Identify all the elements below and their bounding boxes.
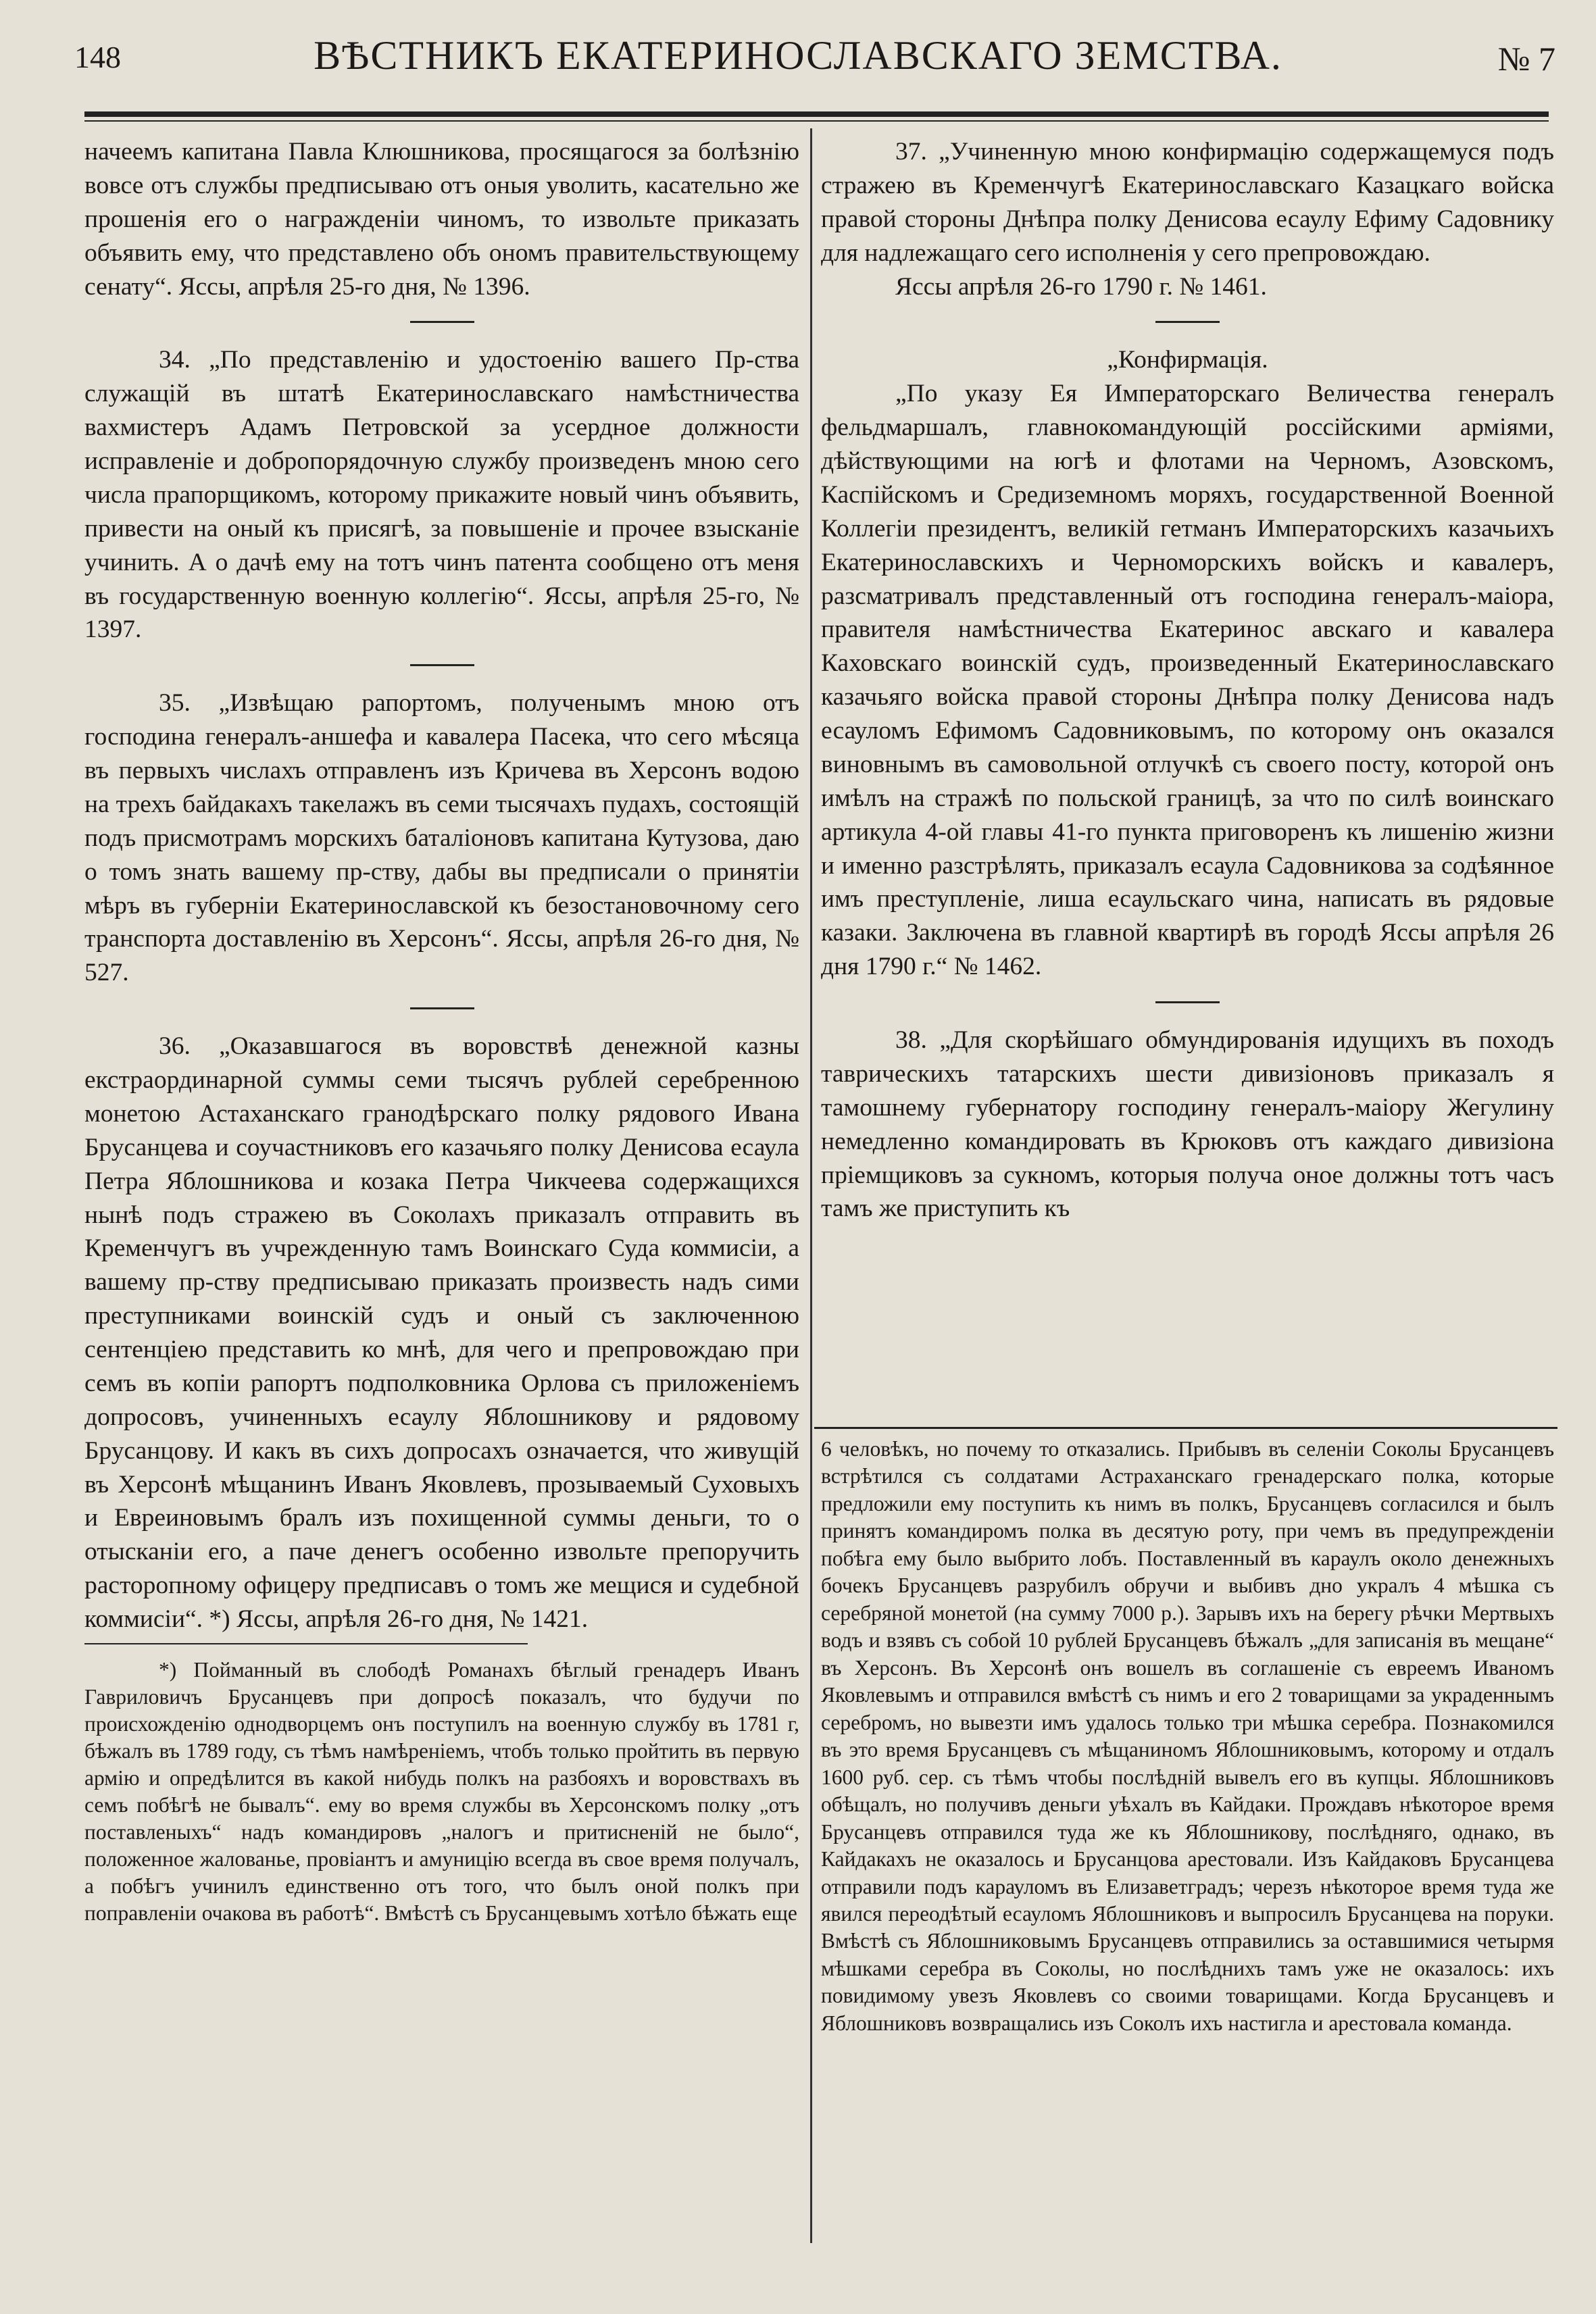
page-number: 148 (74, 40, 121, 74)
confirmation-heading: „Конфирмація. (1107, 346, 1268, 374)
right-footnote: 6 человѣкъ, но почему то отказались. Прибывъ въ селеніи Соколы Брусанцевъ встрѣтился съ солдатами Астраханскаго гренадерскаго полка, которые предложили ему поступить къ нимъ въ полкъ, Брусанцевъ согласился и былъ принятъ командиромъ полка въ десятую роту, при чемъ въ предупрежденіи побѣга ему было выбрито лобъ. Поставленный въ караулъ около денежныхъ бочекъ Брусанцевъ разрубилъ обручи и выбивъ дно укралъ 4 мѣшка съ серебряной монетой (на сумму 7000 р.). Зарывъ ихъ на берегу рѣчки Мертвыхъ водъ и взявъ съ собой 10 рублей Брусанцевъ бѣжалъ „для записанія въ мещане“ въ Херсонъ. Въ Херсонѣ онъ вошелъ въ соглашеніе съ евреемъ Иваномъ Яковлевымъ и отправился вмѣстѣ съ нимъ и его 2 товарищами за украденнымъ серебромъ, но вывезти имъ удалось только три мѣшка серебра. Познакомился въ это время Брусанцевъ съ мѣщаниномъ Яблошниковымъ, которому и отдалъ 1600 руб. сер. съ тѣмъ чтобы послѣдній вывелъ его въ купцы. Яблошниковъ обѣщалъ, но получивъ деньги уѣхалъ въ Кайдаки. Прождавъ нѣкоторое время Брусанцевъ отправился туда же къ Яблошникову, послѣдняго, однако, въ Кайдакахъ не оказалось и Брусанцова арестовали. Изъ Кайдаковъ Брусанцева отправили подъ карауломъ въ Елизаветградъ; черезъ нѣкоторое время туда же явился переодѣтый есауломъ Яблошниковъ и выпросилъ Брусанцева на поруки. Вмѣстѣ съ Яблошниковымъ Брусанцевъ отправились за оставшимися четырмя мѣшками серебра въ Соколы, но послѣднихъ тамъ уже не оказалось: ихъ повидимому увезъ Яковлевъ со своими товарищами. Когда Брусанцевъ и Яблошниковъ возвращались изъ Соколъ ихъ настигла и арестовала команда. (821, 1437, 1554, 2035)
left-paragraph-1: начеемъ капитана Павла Клюшникова, просящагося за болѣзнію вовсе отъ службы предписываю отъ оныя уволить, касательно же прошенія его о награжденіи чиномъ, то извольте приказать объявить ему, что представлено объ ономъ правительствующему сенату“. Яссы, апрѣля 25-го дня, № 1396. (84, 138, 799, 301)
separator (1155, 321, 1220, 323)
right-paragraph-38: 38. „Для скорѣйшаго обмундированія идущихъ въ походъ таврическихъ татарскихъ шести дивизіоновъ приказалъ я тамошнему губернатору господину генералъ-маіору Жегулину немедленно командировать въ Крюковъ отъ каждаго дивизіона пріемщиковъ за сукномъ, которыя получа оное должны тотъ часъ тамъ же приступить къ (821, 1026, 1554, 1223)
left-footnote: *) Пойманный въ слободѣ Романахъ бѣглый гренадеръ Иванъ Гавриловичъ Брусанцевъ при допросѣ показалъ, что будучи по происхожденію однодворцемъ онъ поступилъ на военную службу въ 1781 г, бѣжалъ въ 1789 году, съ тѣмъ намѣреніемъ, чтобъ только пройтить въ первую армію и опредѣлится въ какой нибудь полкъ на разбояхъ и воровствахъ въ семъ побѣгѣ не бывалъ“. ему во время службы въ Херсонскомъ полку „отъ поставленыхъ“ надъ командировъ „налогъ и притисненій не было“, положенное жалованье, провіантъ и амуницію всегда въ свое время получалъ, а побѣгъ учинилъ единственно отъ того, что былъ оной полкъ при поправленіи очакова въ работѣ“. Вмѣстѣ съ Брусанцевымъ хотѣло бѣжать еще (84, 1657, 799, 1925)
separator (1155, 1001, 1220, 1003)
left-paragraph-36: 36. „Оказавшагося въ воровствѣ денежной казны екстраординарной суммы семи тысячъ рублей серебренною монетою Астаханскаго гранодѣрскаго полку рядового Ивана Брусанцева и соучастниковъ его казачьяго полку Денисова есаула Петра Яблошникова и козака Петра Чикчеева содержащихся нынѣ подъ стражею въ Соколахъ приказалъ отправить въ Кременчугъ въ учрежденную тамъ Воинскаго Суда коммисіи, а вашему пр-ству предписываю приказать произвесть надъ сими преступниками воинскій судъ и оный съ заключенною сентенціею представить ко мнѣ, для чего и препровождаю при семъ въ копіи рапортъ подполковника Орлова съ приложеніемъ допросовъ, учиненныхъ есаулу Яблошникову и рядовому Брусанцову. И какъ въ сихъ допросахъ означается, что живущій въ Херсонѣ мѣщанинъ Иванъ Яковлевъ, прозываемый Суховыхъ и Евреиновымъ бралъ изъ похищенной суммы деньги, то о отысканіи его, а паче денегъ особенно извольте препоручить расторопному офицеру предписавъ о томъ же мещися и судебной коммисіи“. *) Яссы, апрѣля 26-го дня, № 1421. (84, 1032, 799, 1633)
column-divider (810, 128, 812, 2243)
separator (410, 1007, 474, 1009)
footnote-rule (84, 1643, 528, 1644)
issue-number: № 7 (1497, 40, 1555, 78)
header-rule (84, 111, 1549, 117)
header-rule-thin (84, 120, 1549, 122)
separator (410, 664, 474, 666)
right-column (821, 135, 1554, 1226)
left-paragraph-34: 34. „По представленію и удостоенію вашего Пр-ства служащій въ штатѣ Екатеринославскаго намѣстничества вахмистеръ Адамъ Петровской за усердное должности исправленіе и добропорядочную службу произведенъ мною сего числа прапорщикомъ, которому прикажите новый чинъ объявить, привести на оный къ присягѣ, за повышеніе и прочее взысканіе учинить. А о дачѣ ему на тотъ чинъ патента сообщено отъ меня въ государственную военную коллегію“. Яссы, апрѣля 25-го, № 1397. (84, 346, 799, 644)
right-paragraph-37: 37. „Учиненную мною конфирмацію содержащемуся подъ стражею въ Кременчугѣ Екатеринославскаго Казацкаго войска правой стороны Днѣпра полку Денисова есаулу Ефиму Садовнику для надлежащаго сего исполненія у сего препровождаю. (821, 138, 1554, 267)
right-confirmation-text: „По указу Ея Императорскаго Величества генералъ фельдмаршалъ, главнокомандующій россійскими арміями, дѣйствующими на югѣ и флотами на Черномъ, Азовскомъ, Каспійскомъ и Средиземномъ моряхъ, государственной Военной Коллегіи президентъ, великій гетманъ Императорскихъ казачьихъ Екатеринославскихъ и Черноморскихъ войскъ и кавалеръ, разсматривалъ представленный отъ господина генералъ-маіора, правителя намѣстничества Екатеринос авскаго и кавалера Каховскаго воинскій судъ, произведенный Екатеринославскаго казачьяго войска правой стороны Днѣпра полку Денисова надъ есауломъ Ефимомъ Садовниковымъ, по которому онъ оказался виновнымъ въ самовольной отлучкѣ съ своего посту, которой онъ имѣлъ на стражѣ по польской границѣ, за что по силѣ воинскаго артикула 4-ой главы 41-го пункта приговоренъ къ лишенію жизни и именно разстрѣлять, приказалъ есаула Садовникова за содѣянное имъ преступленіе, лиша есаульскаго чина, написать въ рядовые казаки. Заключена въ главной квартирѣ въ городѣ Яссы апрѣля 26 дня 1790 г.“ № 1462. (821, 380, 1554, 981)
left-paragraph-35: 35. „Извѣщаю рапортомъ, полученымъ мною отъ господина генералъ-аншефа и кавалера Пасека, что сего мѣсяца въ первыхъ числахъ отправленъ изъ Кричева въ Херсонъ водою на трехъ байдакахъ такелажъ въ семи тысячахъ пудахъ, состоящій подъ присмотрамъ морскихъ баталіоновъ капитана Кутузова, даю о томъ знать вашему пр-ству, дабы вы предписали о принятіи мѣръ въ губерніи Екатеринославской къ безостановочному сего транспорта доставленію въ Херсонъ“. Яссы, апрѣля 26-го дня, № 527. (84, 689, 799, 987)
separator (410, 321, 474, 323)
journal-title: ВѢСТНИКЪ ЕКАТЕРИНОСЛАВСКАГО ЗЕМСТВА. (314, 33, 1282, 78)
left-column (84, 135, 799, 1927)
right-footnote-rule (814, 1427, 1557, 1429)
right-signature: Яссы апрѣля 26-го 1790 г. № 1461. (895, 272, 1267, 301)
